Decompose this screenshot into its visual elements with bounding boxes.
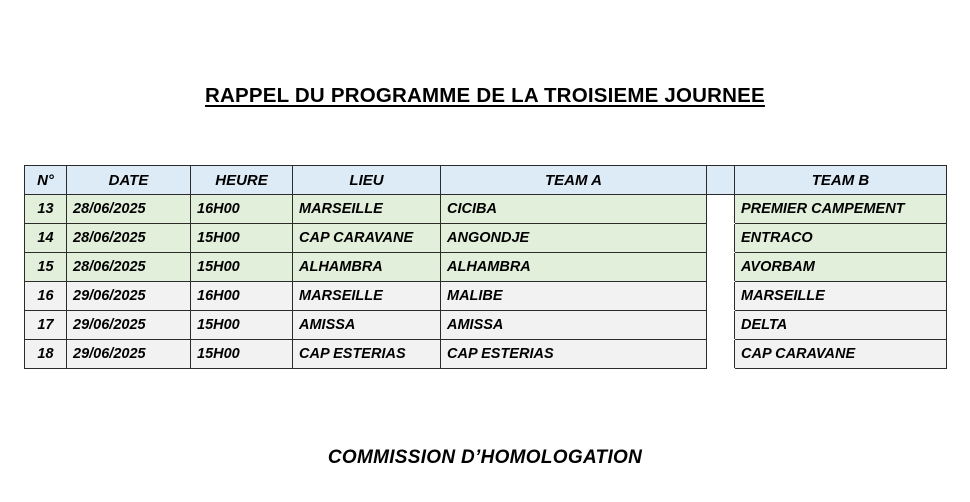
column-header-spacer xyxy=(707,166,735,195)
cell-number: 13 xyxy=(25,195,67,224)
cell-lieu: MARSEILLE xyxy=(293,195,441,224)
cell-team-a: MALIBE xyxy=(441,282,707,311)
cell-spacer xyxy=(707,282,735,311)
table-body xyxy=(25,195,947,369)
table-row xyxy=(25,224,947,253)
cell-date: 28/06/2025 xyxy=(67,195,191,224)
column-header-date: DATE xyxy=(67,166,191,195)
column-header-number: N° xyxy=(25,166,67,195)
column-header-team-b: TEAM B xyxy=(735,166,947,195)
cell-team-b: CAP CARAVANE xyxy=(735,340,947,369)
table-row xyxy=(25,282,947,311)
cell-number: 16 xyxy=(25,282,67,311)
page-title xyxy=(0,84,970,108)
cell-heure: 16H00 xyxy=(191,195,293,224)
cell-heure: 15H00 xyxy=(191,224,293,253)
cell-date: 29/06/2025 xyxy=(67,282,191,311)
cell-heure: 15H00 xyxy=(191,311,293,340)
column-header-team-a: TEAM A xyxy=(441,166,707,195)
cell-team-b: ENTRACO xyxy=(735,224,947,253)
cell-team-a: CAP ESTERIAS xyxy=(441,340,707,369)
cell-spacer xyxy=(707,340,735,369)
cell-team-a: AMISSA xyxy=(441,311,707,340)
cell-spacer xyxy=(707,311,735,340)
table-row xyxy=(25,253,947,282)
table-row xyxy=(25,195,947,224)
cell-team-a: CICIBA xyxy=(441,195,707,224)
page-title-text: RAPPEL DU PROGRAMME DE LA TROISIEME JOURNEE xyxy=(205,84,765,107)
cell-date: 29/06/2025 xyxy=(67,311,191,340)
document-footer: COMMISSION D’HOMOLOGATION xyxy=(327,447,643,468)
cell-lieu: AMISSA xyxy=(293,311,441,340)
schedule-table xyxy=(24,165,947,369)
cell-team-b: MARSEILLE xyxy=(735,282,947,311)
table-row xyxy=(25,340,947,369)
cell-spacer xyxy=(707,253,735,282)
cell-heure: 15H00 xyxy=(191,340,293,369)
cell-team-b: PREMIER CAMPEMENT xyxy=(735,195,947,224)
cell-number: 18 xyxy=(25,340,67,369)
cell-team-a: ALHAMBRA xyxy=(441,253,707,282)
cell-date: 28/06/2025 xyxy=(67,253,191,282)
cell-lieu: CAP CARAVANE xyxy=(293,224,441,253)
cell-lieu: MARSEILLE xyxy=(293,282,441,311)
cell-number: 17 xyxy=(25,311,67,340)
cell-number: 15 xyxy=(25,253,67,282)
cell-team-a: ANGONDJE xyxy=(441,224,707,253)
column-header-heure: HEURE xyxy=(191,166,293,195)
cell-heure: 15H00 xyxy=(191,253,293,282)
table-header-row xyxy=(25,166,947,195)
cell-number: 14 xyxy=(25,224,67,253)
cell-team-b: DELTA xyxy=(735,311,947,340)
column-header-lieu: LIEU xyxy=(293,166,441,195)
cell-date: 29/06/2025 xyxy=(67,340,191,369)
table-row xyxy=(25,311,947,340)
cell-heure: 16H00 xyxy=(191,282,293,311)
table-header xyxy=(25,166,947,195)
cell-date: 28/06/2025 xyxy=(67,224,191,253)
cell-team-b: AVORBAM xyxy=(735,253,947,282)
cell-lieu: ALHAMBRA xyxy=(293,253,441,282)
cell-lieu: CAP ESTERIAS xyxy=(293,340,441,369)
cell-spacer xyxy=(707,195,735,224)
schedule-table-container xyxy=(24,165,946,369)
cell-spacer xyxy=(707,224,735,253)
